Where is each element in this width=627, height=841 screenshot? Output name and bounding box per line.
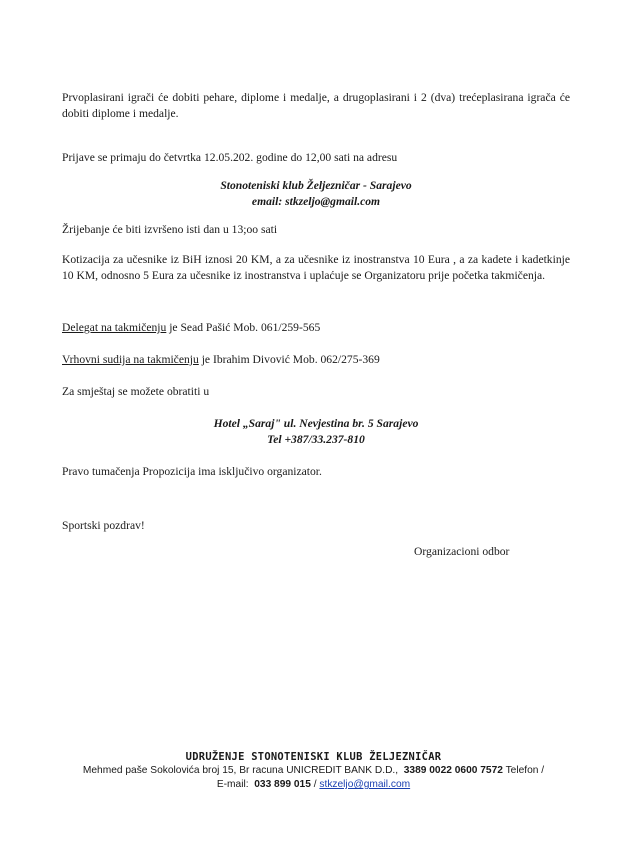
delegate-label: Delegat na takmičenju <box>62 321 167 334</box>
delegate-text: je Sead Pašić Mob. 061/259-565 <box>166 321 321 334</box>
accommodation-paragraph: Za smještaj se možete obratiti u <box>62 385 210 398</box>
letterhead-footer <box>40 750 587 792</box>
club-email: email: stkzeljo@gmail.com <box>251 195 381 208</box>
referee-line <box>62 352 570 368</box>
referee-label: Vrhovni sudija na takmičenju <box>62 353 199 366</box>
footer-title: UDRUŽENJE STONOTENISKI KLUB ŽELJEZNIČAR <box>185 751 442 763</box>
footer-separator: / <box>310 779 320 790</box>
hotel-address: Hotel „Saraj" ul. Nevjestina br. 5 Sarajevo <box>213 417 419 430</box>
footer-address-line <box>40 764 587 778</box>
referee-text: je Ibrahim Divović Mob. 062/275-369 <box>198 353 380 366</box>
club-name: Stonoteniski klub Željezničar - Sarajevo <box>220 179 412 192</box>
hotel-phone: Tel +387/33.237-810 <box>267 433 365 446</box>
draw-paragraph: Žrijebanje će biti izvršeno isti dan u 13;oo sati <box>62 223 278 236</box>
interpretation-paragraph: Pravo tumačenja Propozicija ima isključivo organizator. <box>62 465 322 478</box>
footer-email-label: E-mail: <box>216 779 249 790</box>
awards-paragraph: Prvoplasirani igrači će dobiti pehare, diplome i medalje, a drugoplasirani i 2 (dva) trećeplasirana igrača će dobiti diplome i medalje. <box>62 91 570 120</box>
footer-email-link[interactable]: stkzeljo@gmail.com <box>319 779 411 790</box>
fee-paragraph: Kotizacija za učesnike iz BiH iznosi 20 KM, a za učesnike iz inostranstva 10 Eura , a za kadete i kadetkinje 10 KM, odnosno 5 Eura za učesnike iz inostranstva i uplaćuje se Organizatoru prije početka takmičenja. <box>62 253 570 282</box>
signature: Organizacioni odbor <box>414 545 510 558</box>
registration-paragraph: Prijave se primaju do četvrtka 12.05.202. godine do 12,00 sati na adresu <box>62 151 398 164</box>
footer-contact-line <box>40 778 587 792</box>
greeting: Sportski pozdrav! <box>62 519 145 532</box>
footer-telefon: Telefon / <box>502 765 545 776</box>
footer-phone: 033 899 015 <box>254 779 311 790</box>
footer-address: Mehmed paše Sokolovića broj 15, Br racuna UNICREDIT BANK D.D., <box>82 765 399 776</box>
footer-account: 3389 0022 0600 7572 <box>403 765 503 776</box>
delegate-line <box>62 320 570 336</box>
